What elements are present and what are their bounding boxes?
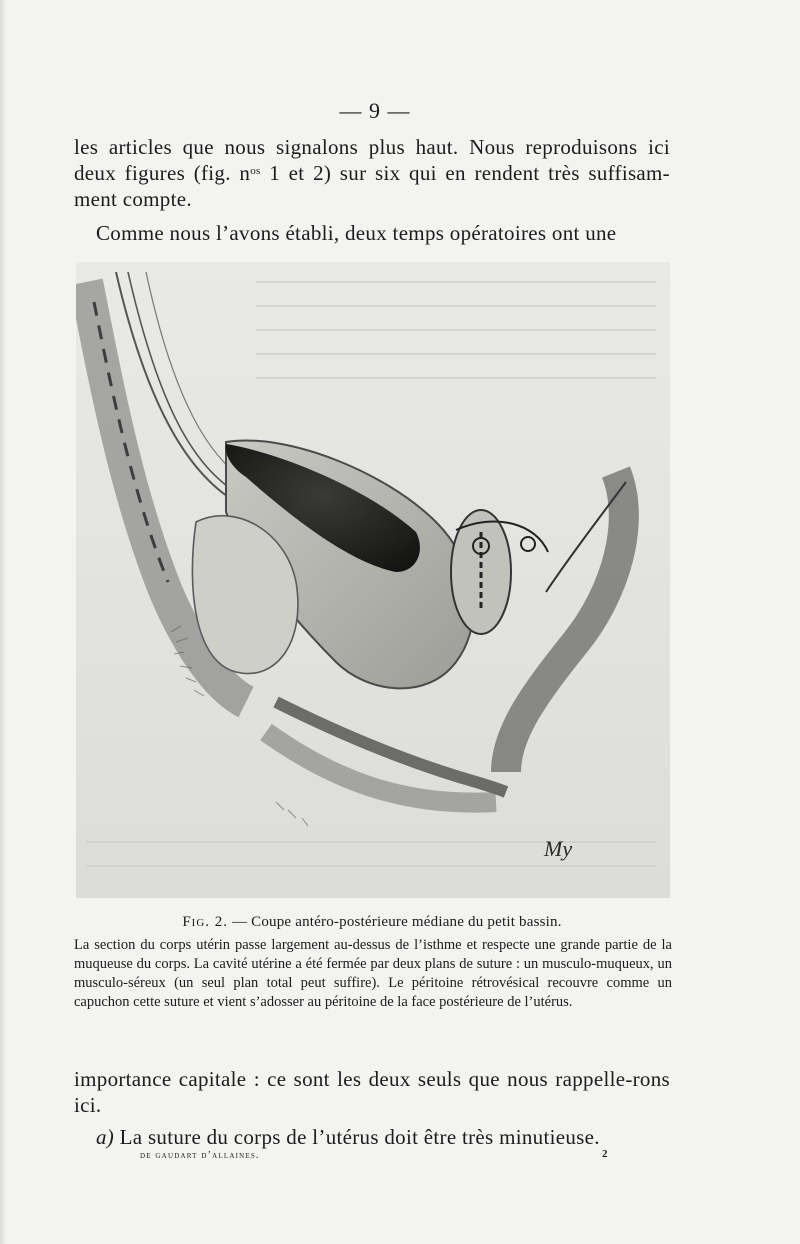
superscript: os xyxy=(250,165,261,177)
text-line: les articles que nous signalons plus haut. Nous reproduisons ici xyxy=(74,135,670,159)
anatomical-figure xyxy=(76,262,670,898)
item-marker: a) xyxy=(96,1125,115,1149)
footer-author: de gaudart d’allaines. xyxy=(140,1150,260,1161)
page-number: — 9 — xyxy=(339,98,411,123)
text-line: ment compte. xyxy=(74,187,192,211)
figure-caption-title xyxy=(74,914,670,931)
body-text-top xyxy=(74,134,670,246)
figure-caption-body: La section du corps utérin passe largement au-dessus de l’isthme et respecte une grande partie de la muqueuse du corps. La cavité utérine a été fermée par deux plans de suture : un musculo-muqueux, un musculo-séreux (un seul plan total peut suffire). Le péritoine rétrovésical recouvre comme un capuchon cette suture et vient s’adosser au péritoine de la face postérieure de l’utérus. xyxy=(74,937,672,1010)
figure-title: — Coupe antéro-postérieure médiane du petit bassin. xyxy=(228,914,562,930)
footer-signature-number: 2 xyxy=(602,1148,608,1160)
artist-signature: My xyxy=(544,836,573,861)
paragraph-continuation-bottom: importance capitale : ce sont les deux seuls que nous rappelle-rons ici. xyxy=(74,1067,670,1117)
list-item-a xyxy=(74,1124,670,1150)
pelvis-section-illustration xyxy=(76,262,670,898)
page-edge-shadow xyxy=(0,0,6,1244)
item-text: La suture du corps de l’utérus doit être très minutieuse. xyxy=(114,1125,600,1149)
figure-label: Fig. 2. xyxy=(182,914,229,930)
paragraph-continuation xyxy=(74,134,670,212)
paragraph-comme: Comme nous l’avons établi, deux temps opératoires ont une xyxy=(96,221,617,245)
text-line: 1 et 2) sur six qui en rendent très suffisam- xyxy=(260,161,670,185)
body-text-bottom xyxy=(74,1066,670,1150)
text-line: deux figures (fig. n xyxy=(74,161,251,185)
